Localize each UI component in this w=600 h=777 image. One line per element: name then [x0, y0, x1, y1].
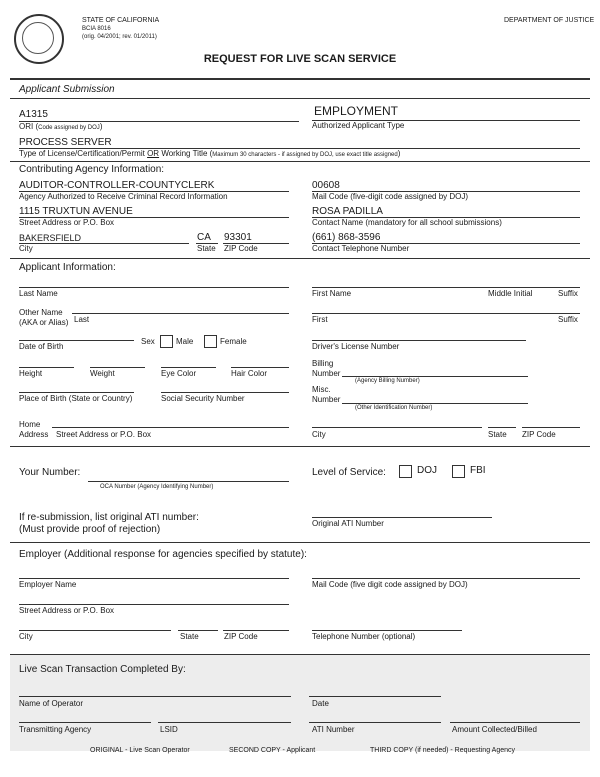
form-revision: (orig. 04/2001; rev. 01/2011): [82, 34, 157, 40]
live-scan-date-label: Date: [312, 699, 329, 708]
female-checkbox[interactable]: [204, 335, 217, 348]
agency-state-label: State: [197, 244, 216, 253]
agency-zip-label: ZIP Code: [224, 244, 258, 253]
home-zip-label: ZIP Code: [522, 430, 556, 439]
first-name-label: First Name: [312, 289, 352, 298]
doj-checkbox[interactable]: [399, 465, 412, 478]
drivers-license-label: Driver's License Number: [312, 342, 400, 351]
footer-second: SECOND COPY - Applicant: [229, 747, 316, 754]
agency-city-value[interactable]: BAKERSFIELD: [19, 233, 82, 243]
section-employer: Employer (Additional response for agencies specified by statute):: [19, 549, 307, 560]
oca-number-hint: OCA Number (Agency Identifying Number): [100, 484, 214, 490]
section-live-scan: Live Scan Transaction Completed By:: [19, 664, 186, 675]
contact-phone-value[interactable]: (661) 868-3596: [312, 232, 381, 243]
doj-label: DOJ: [417, 465, 437, 476]
misc-label: Misc.: [312, 385, 331, 394]
female-label: Female: [220, 337, 247, 346]
misc-hint: (Other Identification Number): [355, 405, 433, 411]
dob-label: Date of Birth: [19, 342, 64, 351]
applicant-type-label: Authorized Applicant Type: [312, 121, 405, 130]
suffix-label: Suffix: [558, 289, 578, 298]
last-name-label: Last Name: [19, 289, 58, 298]
section-contributing-agency: Contributing Agency Information:: [19, 164, 165, 175]
employer-city-label: City: [19, 632, 33, 641]
male-checkbox[interactable]: [160, 335, 173, 348]
contact-phone-label: Contact Telephone Number: [312, 244, 410, 253]
mail-code-value[interactable]: 00608: [312, 180, 340, 191]
section-applicant-submission: Applicant Submission: [19, 84, 115, 95]
employer-state-label: State: [180, 632, 199, 641]
state-name: STATE OF CALIFORNIA: [82, 17, 160, 24]
department-name: DEPARTMENT OF JUSTICE: [504, 17, 595, 24]
home-city-label: City: [312, 430, 326, 439]
address-label: Address: [19, 430, 49, 439]
billing-label: Billing: [312, 359, 334, 368]
other-last-label: Last: [74, 315, 90, 324]
other-first-label: First: [312, 315, 328, 324]
agency-name-label: Agency Authorized to Receive Criminal Record Information: [19, 192, 228, 201]
home-label: Home: [19, 420, 41, 429]
weight-label: Weight: [90, 369, 115, 378]
section-applicant-information: Applicant Information:: [19, 262, 116, 273]
page-title: REQUEST FOR LIVE SCAN SERVICE: [203, 53, 397, 65]
ori-value[interactable]: A1315: [19, 109, 48, 120]
billing-number-label: Number: [312, 369, 341, 378]
form-id: BCIA 8016: [82, 26, 111, 32]
agency-name-value[interactable]: AUDITOR-CONTROLLER-COUNTYCLERK: [19, 180, 215, 191]
fbi-checkbox[interactable]: [452, 465, 465, 478]
eye-color-label: Eye Color: [161, 369, 197, 378]
employer-mail-code-label: Mail Code (five digit code assigned by DOJ): [312, 580, 468, 589]
misc-number-label: Number: [312, 395, 341, 404]
level-of-service-label: Level of Service:: [312, 467, 386, 478]
middle-initial-label: Middle Initial: [488, 289, 533, 298]
home-state-label: State: [488, 430, 507, 439]
original-ati-label: Original ATI Number: [312, 519, 384, 528]
other-name-label: Other Name: [19, 308, 63, 317]
footer-original: ORIGINAL - Live Scan Operator: [90, 747, 190, 754]
agency-street-value[interactable]: 1115 TRUXTUN AVENUE: [19, 206, 133, 217]
contact-name-label: Contact Name (mandatory for all school submissions): [312, 218, 502, 227]
employer-zip-label: ZIP Code: [224, 632, 258, 641]
ssn-label: Social Security Number: [161, 394, 245, 403]
billing-hint: (Agency Billing Number): [355, 378, 420, 384]
agency-zip-value[interactable]: 93301: [224, 232, 252, 243]
lsid-label: LSID: [160, 725, 178, 734]
agency-city-label: City: [19, 244, 33, 253]
sex-label: Sex: [141, 337, 155, 346]
employer-street-label: Street Address or P.O. Box: [19, 606, 115, 615]
transmitting-agency-label: Transmitting Agency: [19, 725, 92, 734]
ori-label: ORI (Code assigned by DOJ): [19, 122, 103, 131]
employer-phone-label: Telephone Number (optional): [312, 632, 416, 641]
agency-street-label: Street Address or P.O. Box: [19, 218, 115, 227]
ati-number-label: ATI Number: [312, 725, 355, 734]
your-number-label: Your Number:: [19, 467, 81, 478]
operator-name-label: Name of Operator: [19, 699, 84, 708]
aka-label: (AKA or Alias): [19, 318, 69, 327]
employer-name-label: Employer Name: [19, 580, 77, 589]
contact-name-value[interactable]: ROSA PADILLA: [312, 206, 383, 217]
home-street-label: Street Address or P.O. Box: [56, 430, 152, 439]
place-of-birth-label: Place of Birth (State or Country): [19, 394, 133, 403]
amount-collected-label: Amount Collected/Billed: [452, 725, 537, 734]
mail-code-label: Mail Code (five-digit code assigned by DOJ): [312, 192, 469, 201]
resubmission-note: (Must provide proof of rejection): [19, 524, 161, 535]
license-label: Type of License/Certification/Permit OR Working Title (Maximum 30 characters - if assigned by DOJ, use exact title assigned): [19, 149, 401, 158]
other-suffix-label: Suffix: [558, 315, 578, 324]
applicant-type-value[interactable]: EMPLOYMENT: [314, 104, 399, 118]
height-label: Height: [19, 369, 43, 378]
agency-state-value[interactable]: CA: [197, 232, 211, 243]
resubmission-label: If re-submission, list original ATI number:: [19, 512, 199, 523]
footer-third: THIRD COPY (if needed) - Requesting Agency: [370, 747, 515, 754]
license-value[interactable]: PROCESS SERVER: [19, 137, 112, 148]
fbi-label: FBI: [470, 465, 486, 476]
male-label: Male: [176, 337, 194, 346]
hair-color-label: Hair Color: [231, 369, 268, 378]
